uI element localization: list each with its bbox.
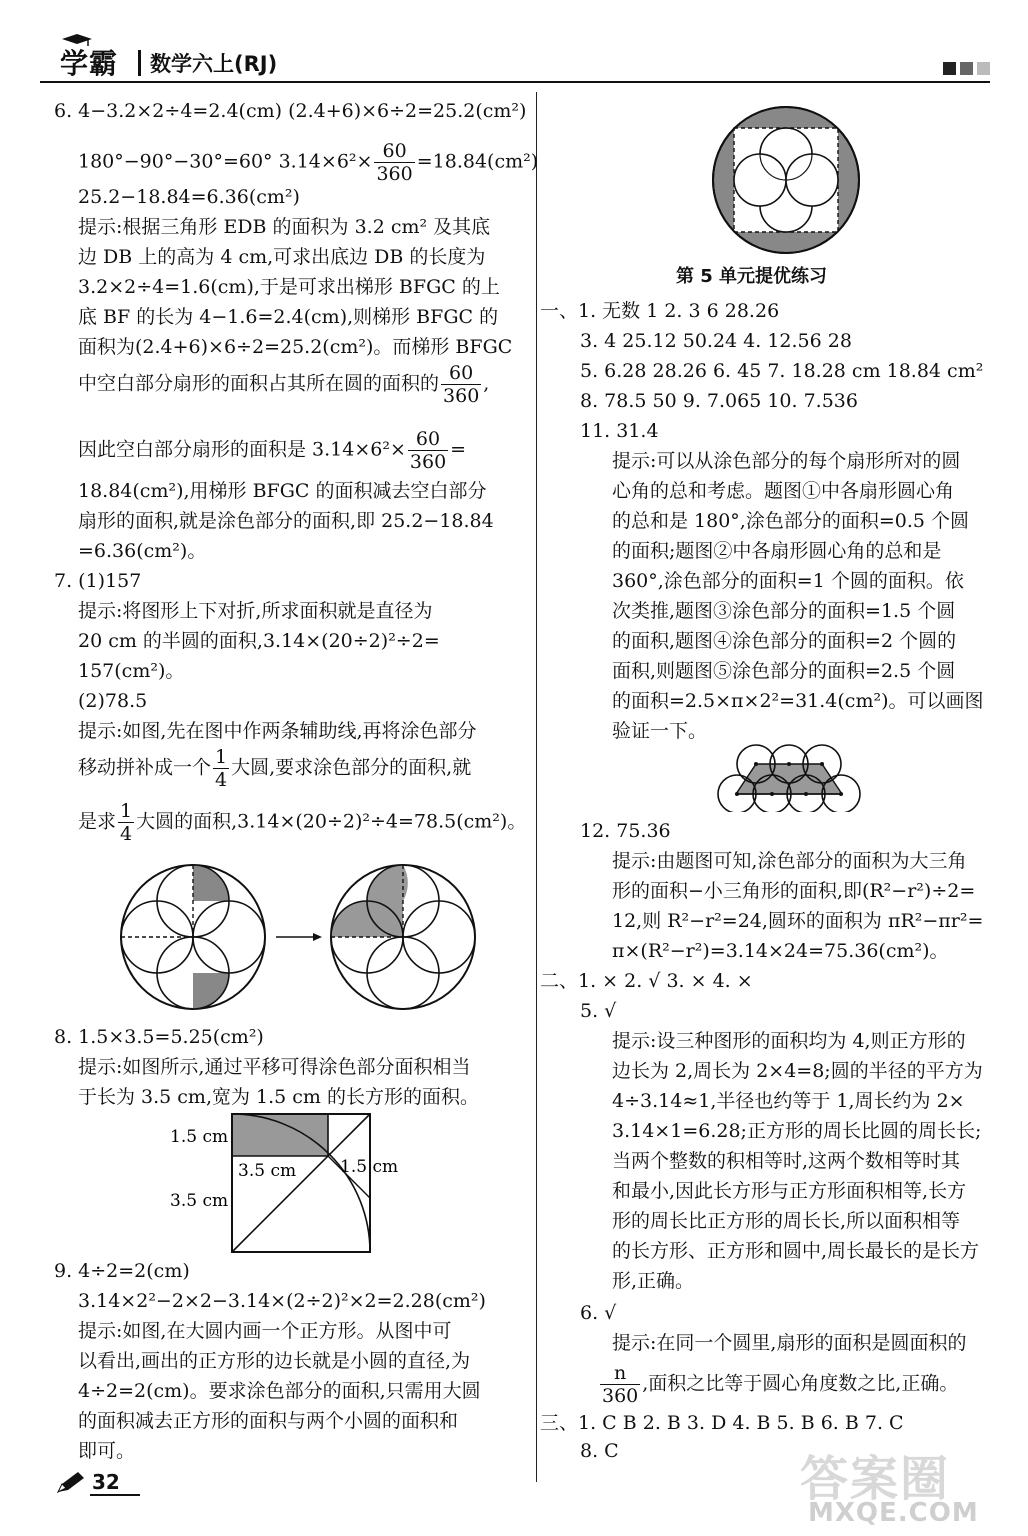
fraction: $\frac{60}{360}$	[376, 140, 413, 185]
q7-hint1: 提示:将图形上下对折,所求面积就是直径为	[78, 600, 433, 622]
r-p1-line3: 5. 6.28 28.26 6. 45 7. 18.28 cm 18.84 cm²	[580, 360, 984, 382]
r-p1-line4: 8. 78.5 50 9. 7.065 10. 7.536	[580, 390, 858, 412]
q7-line1: 7. (1)157	[54, 570, 142, 592]
r-p2-line3: 6. √	[580, 1302, 617, 1324]
r-p2-hint8: 的长方形、正方形和圆中,周长最长的是长方	[612, 1240, 980, 1262]
r-p1-hint2: 心角的总和考虑。题图①中各扇形圆心角	[612, 480, 955, 502]
page-header	[40, 38, 990, 82]
r-p2-hint2: 边长为 2,周长为 2×4=8;圆的半径的平方为	[612, 1060, 983, 1082]
r-p2-hint5: 当两个整数的积相等时,这两个数相等时其	[612, 1150, 961, 1172]
q7-circle-figure	[118, 862, 478, 1012]
label-3.5cm-left: 3.5 cm	[170, 1191, 229, 1211]
r-p3-line1: 三、1. C B 2. B 3. D 4. B 5. B 6. B 7. C	[540, 1412, 904, 1434]
r-p1-hint7: 的面积,题图④涂色部分的面积=2 个圆的	[612, 630, 957, 652]
column-divider	[536, 92, 537, 1482]
q8-square-figure	[160, 1108, 420, 1256]
r-p2-hint6: 和最小,因此长方形与正方形面积相等,长方	[612, 1180, 967, 1202]
q6-hint10: =6.36(cm²)。	[78, 540, 207, 562]
q7-hint2: 20 cm 的半圆的面积,3.14×(20÷2)²÷2=	[78, 630, 440, 652]
q7-hint3: 157(cm²)。	[78, 660, 185, 682]
r-p2-hint4: 3.14×1=6.28;正方形的周长比圆的周长长;	[612, 1120, 982, 1142]
header-rule	[40, 81, 990, 83]
q7-circle-left	[121, 865, 265, 1009]
r-p2-hint3: 4÷3.14≈1,半径也约等于 1,周长约为 2×	[612, 1090, 965, 1112]
r-p1-line1: 一、1. 无数 1 2. 3 6 28.26	[540, 300, 780, 322]
r-p1-hint10: 验证一下。	[612, 720, 708, 742]
q9-circle-figure	[710, 104, 862, 256]
q9-line2: 3.14×2²−2×2−3.14×(2÷2)²×2=2.28(cm²)	[78, 1290, 486, 1312]
r-p1-hint6: 次类推,题图③涂色部分的面积=1.5 个圆	[612, 600, 956, 622]
r-p2-line1: 二、1. × 2. √ 3. × 4. ×	[540, 970, 753, 992]
q9-hint4: 的面积减去正方形的面积与两个小圆的面积和	[78, 1410, 459, 1432]
r-p2-hint9: 形,正确。	[612, 1270, 695, 1292]
book-subject: 数学六上(RJ)	[150, 52, 278, 76]
circles-trapezoid-figure	[716, 742, 862, 812]
r-p1-hint1: 提示:可以从涂色部分的每个扇形所对的圆	[612, 450, 961, 472]
q9-hint5: 即可。	[78, 1440, 136, 1462]
q8-line1: 8. 1.5×3.5=5.25(cm²)	[54, 1026, 264, 1048]
r-p1-line5: 11. 31.4	[580, 420, 659, 442]
q9-hint2: 以看出,画出的正方形的边长就是小圆的直径,为	[78, 1350, 471, 1372]
brand-logo: 学霸	[60, 47, 119, 80]
q8-hint1: 提示:如图所示,通过平移可得涂色部分面积相当	[78, 1056, 471, 1078]
footer-rule	[90, 1494, 140, 1496]
section-title: 第 5 单元提优练习	[676, 266, 828, 287]
r-p1-hint9: 的面积=2.5×π×2²=31.4(cm²)。可以画图	[612, 690, 984, 712]
r-p2-hint11: $\frac{n}{360}$ ,面积之比等于圆心角度数之比,正确。	[602, 1362, 959, 1407]
r-p1-hint11: 提示:由题图可知,涂色部分的面积为大三角	[612, 850, 967, 872]
q6-hint7: 因此空白部分扇形的面积是 3.14×6²× $\frac{60}{360}$ =	[78, 428, 467, 473]
watermark-url: MXQE.COM	[808, 1498, 979, 1528]
q7-circle-right	[331, 865, 475, 1009]
label-1.5cm: 1.5 cm	[170, 1127, 229, 1147]
q7-hint6: 是求 $\frac{1}{4}$ 大圆的面积,3.14×(20÷2)²÷4=78.5(cm²)。	[78, 800, 527, 845]
q7-hint4: 提示:如图,先在图中作两条辅助线,再将涂色部分	[78, 720, 477, 742]
r-p1-hint3: 的总和是 180°,涂色部分的面积=0.5 个圆	[612, 510, 970, 532]
r-p2-hint7: 形的周长比正方形的周长长,所以面积相等	[612, 1210, 961, 1232]
label-3.5cm-inner: 3.5 cm	[238, 1161, 297, 1181]
site-watermark	[800, 1440, 1015, 1530]
q9-hint1: 提示:如图,在大圆内画一个正方形。从图中可	[78, 1320, 452, 1342]
r-p1-hint13: 12,则 R²−r²=24,圆环的面积为 πR²−πr²=	[612, 910, 984, 932]
label-1.5cm-right: 1.5 cm	[340, 1157, 399, 1177]
r-p1-hint8: 面积,则题图⑤涂色部分的面积=2.5 个圆	[612, 660, 956, 682]
pencil-icon	[56, 1470, 86, 1494]
r-p1-line2: 3. 4 25.12 50.24 4. 12.56 28	[580, 330, 852, 352]
q7-line2: (2)78.5	[78, 690, 148, 712]
header-separator	[138, 50, 141, 76]
r-p3-line2: 8. C	[580, 1440, 619, 1462]
r-p2-line2: 5. √	[580, 1000, 617, 1022]
q7-hint5: 移动拼补成一个 $\frac{1}{4}$ 大圆,要求涂色部分的面积,就	[78, 746, 472, 791]
q6-line2: 180°−90°−30°=60° 3.14×6²× $\frac{60}{360}$ =18.84(cm²)	[78, 140, 539, 185]
page-number: 32	[92, 1470, 120, 1494]
q6-line3: 25.2−18.84=6.36(cm²)	[78, 186, 300, 208]
q6-hint8: 18.84(cm²),用梯形 BFGC 的面积减去空白部分	[78, 480, 487, 502]
watermark-text: 答案圈	[800, 1451, 951, 1507]
q6-hint2: 边 DB 上的高为 4 cm,可求出底边 DB 的长度为	[78, 246, 486, 268]
r-p1-hint5: 360°,涂色部分的面积=1 个圆的面积。依	[612, 570, 964, 592]
r-p2-hint10: 提示:在同一个圆里,扇形的面积是圆面积的	[612, 1332, 967, 1354]
q6-hint1: 提示:根据三角形 EDB 的面积为 3.2 cm² 及其底	[78, 216, 491, 238]
q9-line1: 9. 4÷2=2(cm)	[54, 1260, 190, 1282]
q9-hint3: 4÷2=2(cm)。要求涂色部分的面积,只需用大圆	[78, 1380, 481, 1402]
q6-line1: 6. 4−3.2×2÷4=2.4(cm) (2.4+6)×6÷2=25.2(cm²)	[54, 100, 527, 122]
r-p1-line6: 12. 75.36	[580, 820, 671, 842]
header-decor-squares	[943, 62, 990, 75]
r-p2-hint1: 提示:设三种图形的面积均为 4,则正方形的	[612, 1030, 966, 1052]
q6-hint4: 底 BF 的长为 4−1.6=2.4(cm),则梯形 BFGC 的	[78, 306, 499, 328]
r-p1-hint4: 的面积;题图②中各扇形圆心角的总和是	[612, 540, 942, 562]
q8-hint2: 于长为 3.5 cm,宽为 1.5 cm 的长方形的面积。	[78, 1086, 479, 1108]
q6-hint9: 扇形的面积,就是涂色部分的面积,即 25.2−18.84	[78, 510, 494, 532]
q6-hint3: 3.2×2÷4=1.6(cm),于是可求出梯形 BFGC 的上	[78, 276, 500, 298]
r-p1-hint12: 形的面积−小三角形的面积,即(R²−r²)÷2=	[612, 880, 976, 902]
q6-hint5: 面积为(2.4+6)×6÷2=25.2(cm²)。而梯形 BFGC	[78, 336, 513, 358]
q6-hint6: 中空白部分扇形的面积占其所在圆的面积的 $\frac{60}{360}$ ,	[78, 362, 490, 407]
r-p1-hint14: π×(R²−r²)=3.14×24=75.36(cm²)。	[612, 940, 949, 962]
